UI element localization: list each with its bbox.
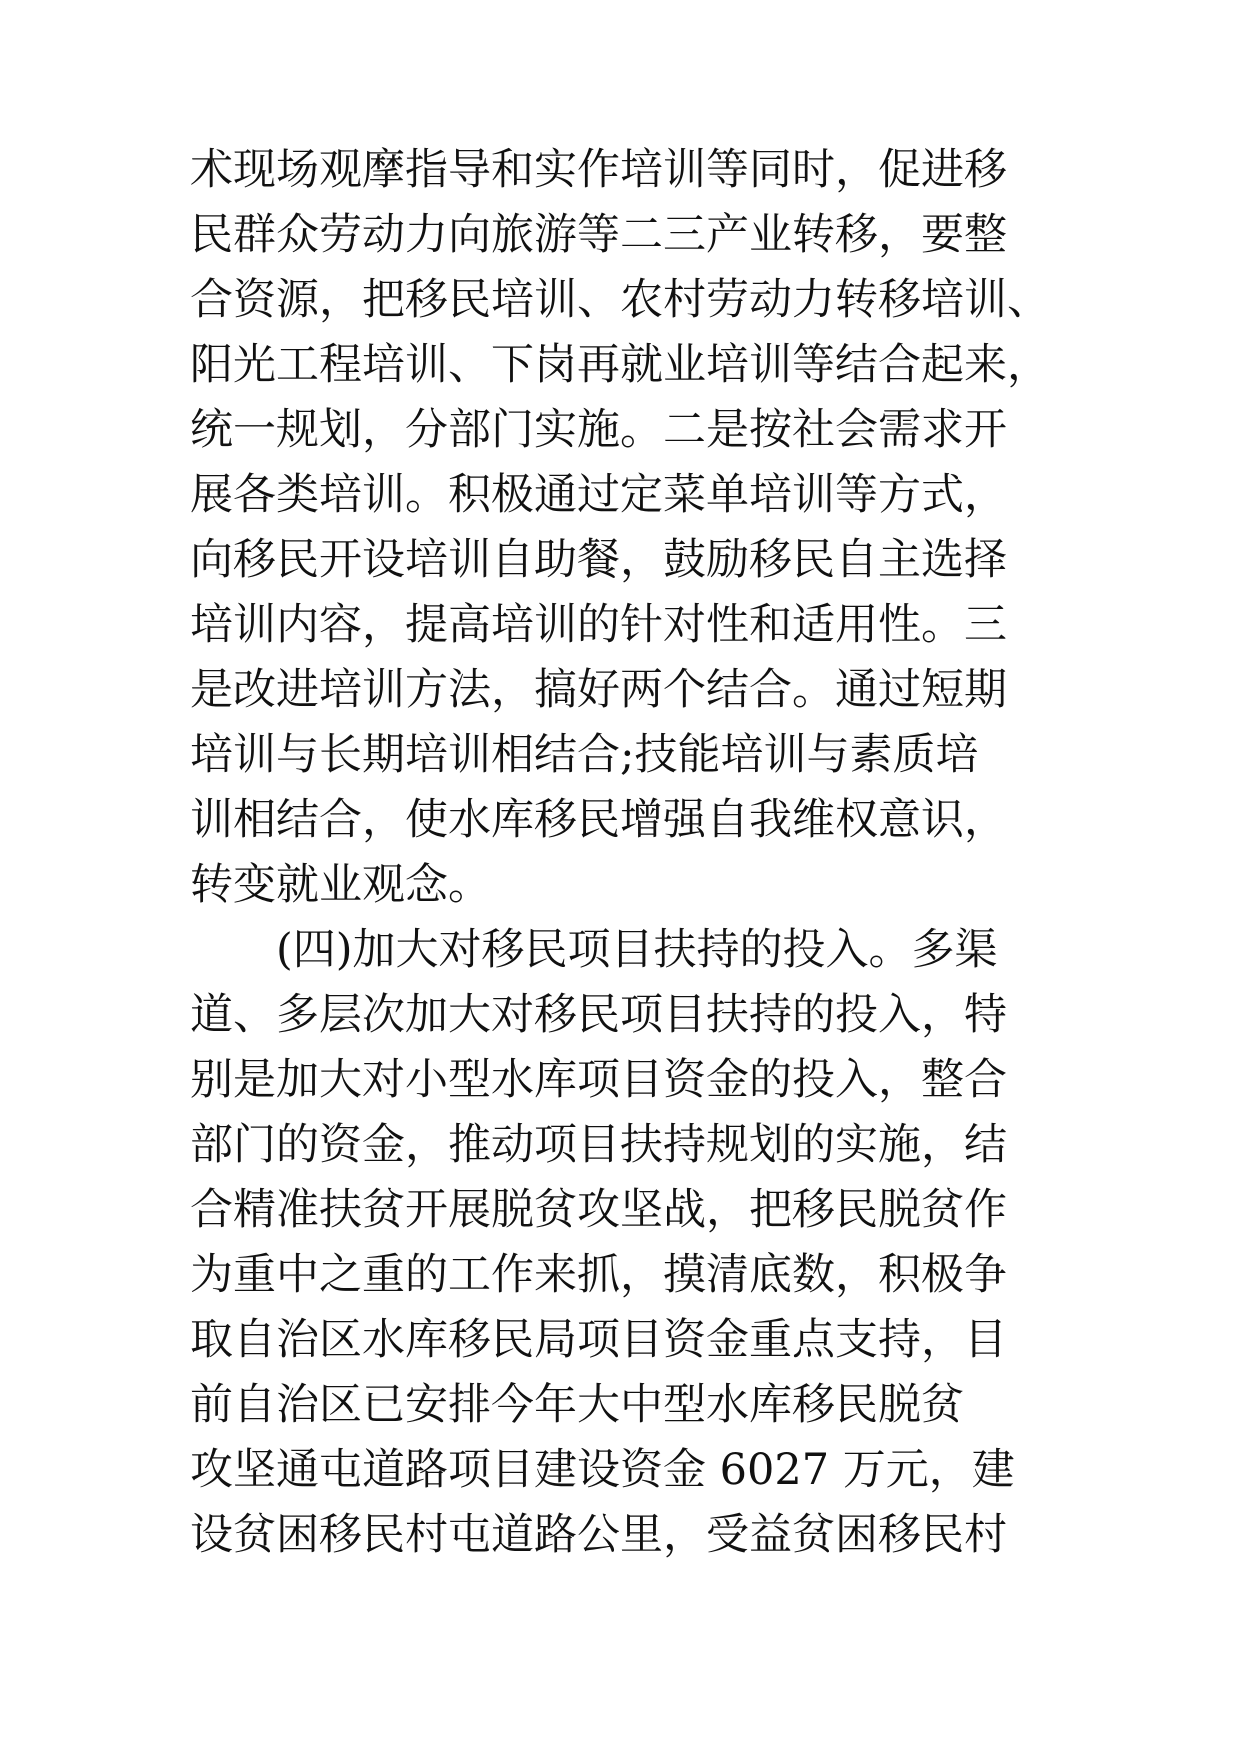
text-line: 民群众劳动力向旅游等二三产业转移，要整	[190, 210, 1007, 260]
text-line: 道、多层次加大对移民项目扶持的投入，特	[190, 990, 1007, 1040]
text-line: 向移民开设培训自助餐，鼓励移民自主选择	[190, 535, 1007, 585]
text-line: 部门的资金，推动项目扶持规划的实施，结	[190, 1120, 1007, 1170]
text-line: 培训内容，提高培训的针对性和适用性。三	[190, 600, 1007, 650]
text-line: 展各类培训。积极通过定菜单培训等方式，	[190, 470, 1007, 520]
body-text	[190, 138, 1060, 1568]
text-line: 是改进培训方法，搞好两个结合。通过短期	[190, 665, 1007, 715]
text-line: 术现场观摩指导和实作培训等同时，促进移	[190, 145, 1007, 195]
text-line: 合资源，把移民培训、农村劳动力转移培训、	[190, 275, 1050, 325]
text-line: 攻坚通屯道路项目建设资金 6027 万元，建	[190, 1445, 1015, 1495]
text-line: 培训与长期培训相结合;技能培训与素质培	[190, 730, 979, 780]
text-line: 转变就业观念。	[190, 860, 491, 910]
text-line: 为重中之重的工作来抓，摸清底数，积极争	[190, 1250, 1007, 1300]
text-line: 合精准扶贫开展脱贫攻坚战，把移民脱贫作	[190, 1185, 1007, 1235]
text-line: 取自治区水库移民局项目资金重点支持，目	[190, 1315, 1007, 1365]
text-line: 别是加大对小型水库项目资金的投入，整合	[190, 1055, 1007, 1105]
text-line: 统一规划，分部门实施。二是按社会需求开	[190, 405, 1007, 455]
section-heading-line: (四)加大对移民项目扶持的投入。多渠	[276, 925, 998, 975]
text-line: 阳光工程培训、下岗再就业培训等结合起来，	[190, 340, 1050, 390]
text-line: 设贫困移民村屯道路公里，受益贫困移民村	[190, 1510, 1007, 1560]
text-line: 训相结合，使水库移民增强自我维权意识，	[190, 795, 1007, 845]
text-line: 前自治区已安排今年大中型水库移民脱贫	[190, 1380, 964, 1430]
